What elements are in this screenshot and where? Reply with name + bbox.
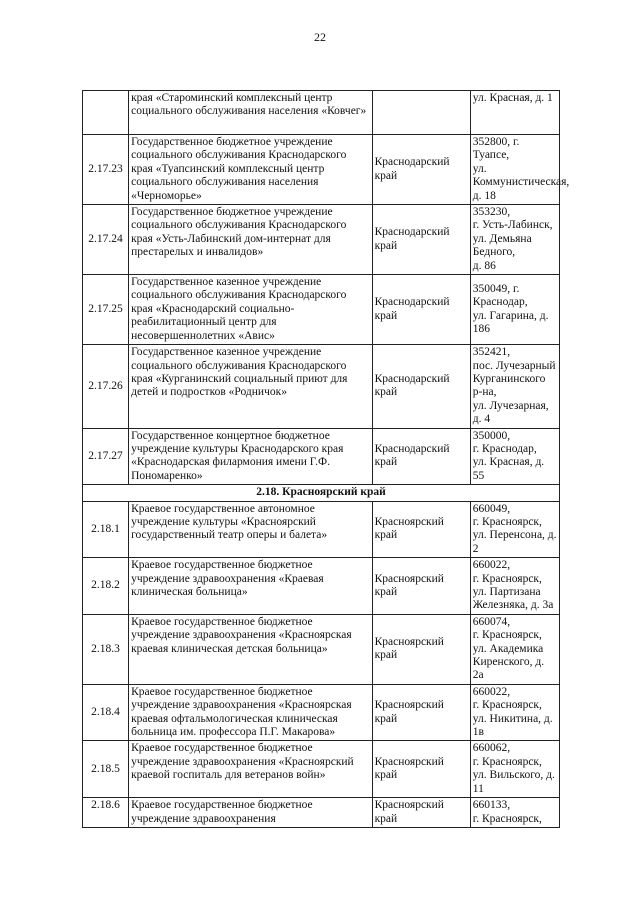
organization-name-cell: Краевое государственное бюджетное учреждение здравоохранения bbox=[129, 798, 373, 828]
row-number-cell bbox=[83, 91, 129, 135]
address-cell: 660049, г. Красноярск, ул. Перенсона, д. 2 bbox=[470, 501, 559, 558]
table-row bbox=[83, 558, 560, 615]
table-row bbox=[83, 741, 560, 798]
address-cell: 660133, г. Красноярск, bbox=[470, 798, 559, 828]
row-number-cell: 2.17.27 bbox=[83, 428, 129, 485]
address-cell: 660074, г. Красноярск, ул. Академика Киренского, д. 2а bbox=[470, 614, 559, 684]
table-body bbox=[83, 91, 570, 828]
organization-name-cell: края «Староминский комплексный центр социального обслуживания населения «Ковчег» bbox=[129, 91, 373, 135]
region-cell bbox=[372, 91, 470, 135]
table-row bbox=[83, 428, 560, 485]
region-cell: Краснодарский край bbox=[372, 275, 470, 345]
row-number-cell: 2.18.2 bbox=[83, 558, 129, 615]
table-row bbox=[83, 91, 560, 135]
page-number: 22 bbox=[314, 30, 326, 44]
address-cell: 660062, г. Красноярск, ул. Вильского, д. 11 bbox=[470, 741, 559, 798]
organization-name-cell: Краевое государственное бюджетное учреждение здравоохранения «Красноярская краевая офтальмологическая клиническая больница им. профессора П.Г. Макарова» bbox=[129, 684, 373, 741]
table-row bbox=[83, 501, 560, 558]
table-row bbox=[83, 798, 560, 828]
region-cell: Красноярский край bbox=[372, 798, 470, 828]
row-number-cell: 2.17.26 bbox=[83, 345, 129, 428]
address-cell: 353230, г. Усть-Лабинск, ул. Демьяна Бедного, д. 86 bbox=[470, 205, 559, 275]
section-title: 2.18. Красноярский край bbox=[83, 485, 560, 501]
region-cell: Красноярский край bbox=[372, 501, 470, 558]
organization-name-cell: Краевое государственное бюджетное учреждение здравоохранения «Краевая клиническая больница» bbox=[129, 558, 373, 615]
table-row bbox=[83, 614, 560, 684]
address-cell: 660022, г. Красноярск, ул. Никитина, д. 1в bbox=[470, 684, 559, 741]
region-cell: Красноярский край bbox=[372, 741, 470, 798]
organization-name-cell: Государственное концертное бюджетное учреждение культуры Краснодарского края «Краснодарская филармония имени Г.Ф. Пономаренко» bbox=[129, 428, 373, 485]
organization-name-cell: Краевое государственное бюджетное учреждение здравоохранения «Красноярский краевой госпиталь для ветеранов войн» bbox=[129, 741, 373, 798]
organization-name-cell: Краевое государственное автономное учреждение культуры «Красноярский государственный театр оперы и балета» bbox=[129, 501, 373, 558]
row-number-cell: 2.18.3 bbox=[83, 614, 129, 684]
region-cell: Краснодарский край bbox=[372, 205, 470, 275]
organization-name-cell: Государственное бюджетное учреждение социального обслуживания Краснодарского края «Усть-Лабинский дом-интернат для престарелых и инвалидов» bbox=[129, 205, 373, 275]
row-number-cell: 2.17.23 bbox=[83, 135, 129, 205]
row-number-cell: 2.18.4 bbox=[83, 684, 129, 741]
row-number-cell: 2.17.24 bbox=[83, 205, 129, 275]
table-row bbox=[83, 275, 560, 345]
organizations-table bbox=[82, 90, 570, 828]
row-number-cell: 2.17.25 bbox=[83, 275, 129, 345]
table-row bbox=[83, 135, 560, 205]
section-header-row bbox=[83, 485, 560, 501]
row-number-cell: 2.18.6 bbox=[83, 798, 129, 828]
region-cell: Красноярский край bbox=[372, 558, 470, 615]
region-cell: Краснодарский край bbox=[372, 428, 470, 485]
region-cell: Краснодарский край bbox=[372, 135, 470, 205]
address-cell: 352800, г. Туапсе, ул. Коммунистическая, д. 18 bbox=[470, 135, 559, 205]
table-row bbox=[83, 684, 560, 741]
region-cell: Красноярский край bbox=[372, 614, 470, 684]
organization-name-cell: Государственное казенное учреждение социального обслуживания Краснодарского края «Краснодарский социально-реабилитационный центр для несовершеннолетних «Авис» bbox=[129, 275, 373, 345]
organization-name-cell: Краевое государственное бюджетное учреждение здравоохранения «Красноярская краевая клиническая детская больница» bbox=[129, 614, 373, 684]
organization-name-cell: Государственное казенное учреждение социального обслуживания Краснодарского края «Курганинский социальный приют для детей и подростков «Родничок» bbox=[129, 345, 373, 428]
table-row bbox=[83, 345, 560, 428]
address-cell: ул. Красная, д. 1 bbox=[470, 91, 559, 135]
table-row bbox=[83, 205, 560, 275]
organization-name-cell: Государственное бюджетное учреждение социального обслуживания Краснодарского края «Туапсинский комплексный центр социального обслуживания населения «Черноморье» bbox=[129, 135, 373, 205]
address-cell: 660022, г. Красноярск, ул. Партизана Железняка, д. 3а bbox=[470, 558, 559, 615]
row-number-cell: 2.18.1 bbox=[83, 501, 129, 558]
address-cell: 352421, пос. Лучезарный Курганинского р-на, ул. Лучезарная, д. 4 bbox=[470, 345, 559, 428]
address-cell: 350000, г. Краснодар, ул. Красная, д. 55 bbox=[470, 428, 559, 485]
region-cell: Краснодарский край bbox=[372, 345, 470, 428]
row-number-cell: 2.18.5 bbox=[83, 741, 129, 798]
region-cell: Красноярский край bbox=[372, 684, 470, 741]
address-cell: 350049, г. Краснодар, ул. Гагарина, д. 186 bbox=[470, 275, 559, 345]
